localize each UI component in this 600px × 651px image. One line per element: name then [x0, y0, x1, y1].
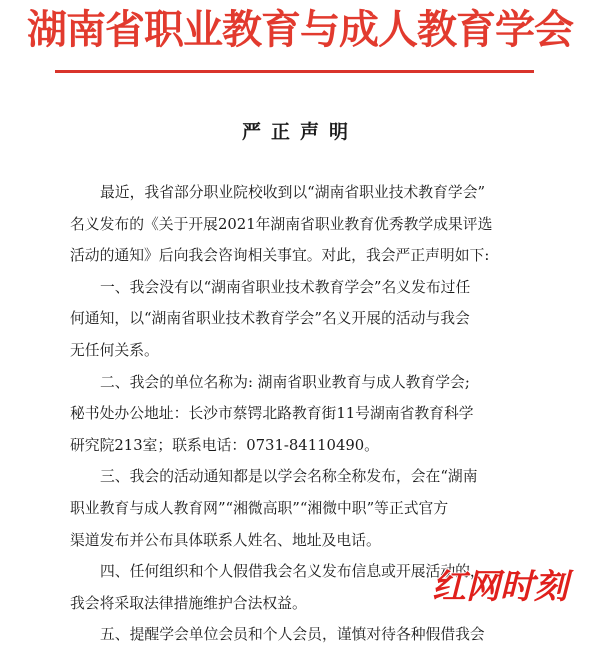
body-line: 二、我会的单位名称为: 湖南省职业教育与成人教育学会;: [100, 373, 470, 391]
body-line: 三、我会的活动通知都是以学会名称全称发布，会在“湖南: [100, 468, 478, 486]
watermark-text: 红网时刻: [432, 567, 568, 607]
body-line: 无任何关系。: [70, 341, 159, 359]
body-line: 四、任何组织和个人假借我会名义发布信息或开展活动的，: [100, 563, 485, 581]
watermark-logo: [420, 560, 580, 610]
body-line: 活动的通知》后向我会咨询相关事宜。对此，我会严正声明如下:: [70, 247, 490, 265]
body-line: 名义发布的《关于开展2021年湖南省职业教育优秀教学成果评选: [70, 215, 493, 233]
body-line: 何通知，以“湖南省职业技术教育学会”名义开展的活动与我会: [70, 310, 470, 328]
body-line: 五、提醒学会单位会员和个人会员，谨慎对待各种假借我会: [100, 626, 485, 644]
body-line: 我会将采取法律措施维护合法权益。: [70, 594, 307, 612]
body-line: 职业教育与成人教育网”“湘微高职”“湘微中职”等正式官方: [70, 499, 449, 517]
document-title: 严正声明: [241, 121, 358, 143]
letterhead-red-rule: [55, 70, 534, 73]
body-line: 最近，我省部分职业院校收到以“湖南省职业技术教育学会”: [100, 184, 486, 201]
body-line: 一、我会没有以“湖南省职业技术教育学会”名义发布过任: [100, 278, 471, 296]
body-line: 渠道发布并公布具体联系人姓名、地址及电话。: [70, 531, 381, 549]
letterhead-org-name: 湖南省职业教育与成人教育学会: [27, 7, 573, 53]
body-line: 秘书处办公地址：长沙市蔡锷北路教育街11号湖南省教育科学: [70, 405, 474, 423]
body-line: 研究院213室；联系电话：0731-84110490。: [70, 436, 379, 454]
